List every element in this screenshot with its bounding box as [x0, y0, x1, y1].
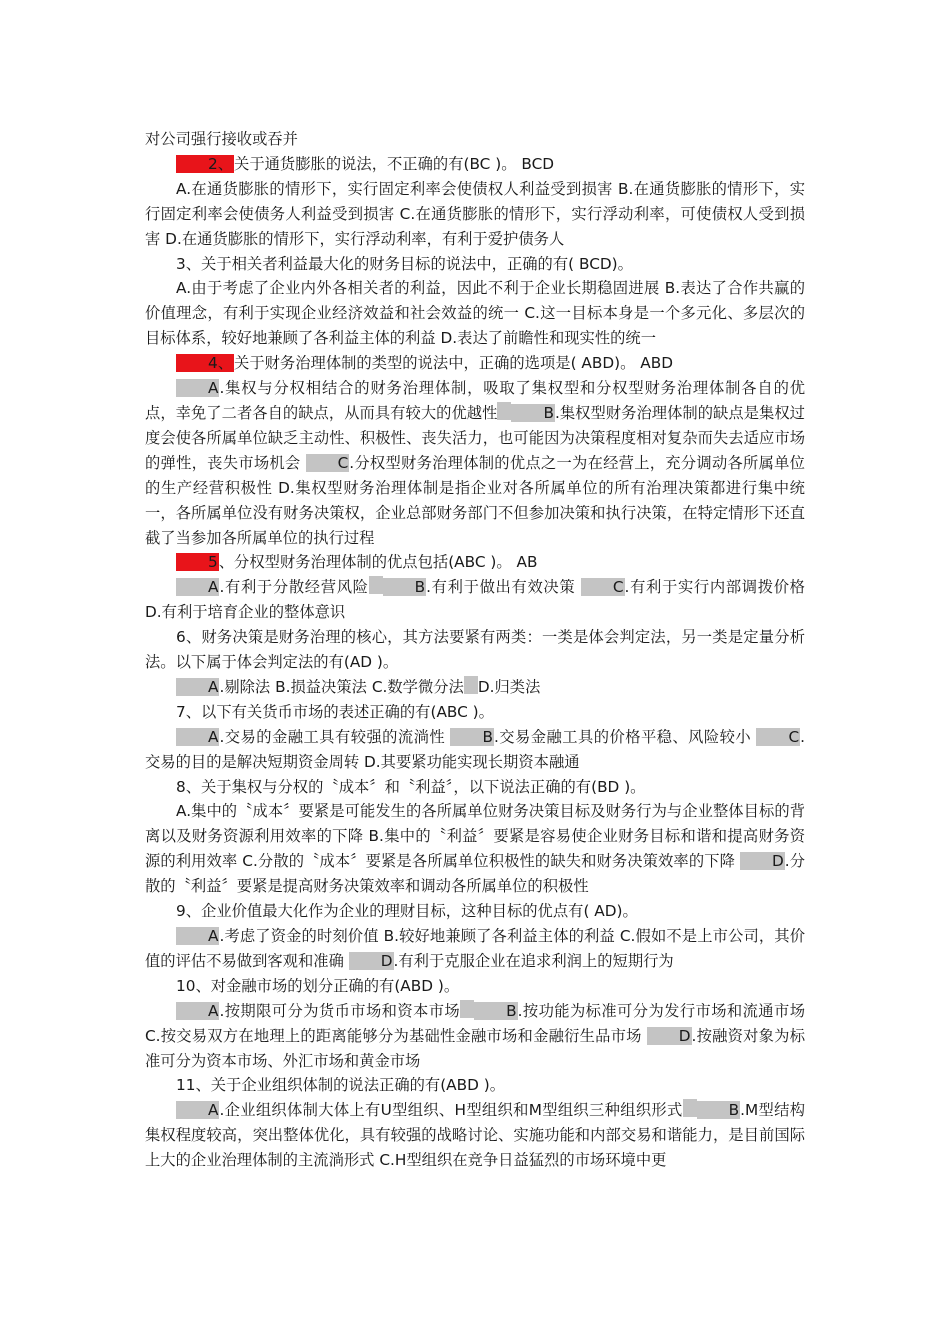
option-b: B.损益决策法 — [275, 677, 372, 696]
grey-highlight: B — [450, 728, 494, 746]
option-c: C.数学微分法 — [371, 677, 464, 696]
question-4 — [145, 351, 805, 376]
option-d: .分散的〝利益〞要紧是提高财务决策效率和调动各所属单位的积极性 — [145, 852, 805, 896]
grey-highlight: C — [756, 728, 800, 746]
option-b: .集权型财务治理体制的缺点是集权过度会使各所属单位缺乏主动性、积极性、丧失活力，也可能因为决策程度相对复杂而失去适应市场的弹性，丧失市场机会 — [145, 403, 805, 472]
question-stem: 关于通货膨胀的说法，不正确的有(BC )。 BCD — [234, 154, 555, 173]
grey-highlight: C — [306, 454, 350, 472]
option-a: A.由于考虑了企业内外各相关者的利益，因此不利于企业长期稳固进展 — [176, 279, 665, 298]
grey-gap — [497, 402, 511, 420]
option-c: C.假如不是上市公司，其价值的评估不易做到客观和准确 — [145, 927, 805, 970]
question-8-options — [145, 799, 805, 899]
question-2 — [145, 152, 805, 177]
option-b: .有利于做出有效决策 — [426, 578, 581, 597]
option-a: .企业组织体制大体上有U型组织、H型组织和M型组织三种组织形式 — [219, 1101, 683, 1120]
grey-highlight: D — [349, 952, 394, 970]
option-d: D.有利于培育企业的整体意识 — [145, 603, 346, 622]
option-b: B.较好地兼顾了各利益主体的利益 — [383, 927, 620, 945]
question-stem: 关于财务治理体制的类型的说法中，正确的选项是( ABD)。 ABD — [234, 354, 673, 373]
question-11-options — [145, 1098, 805, 1173]
question-10 — [145, 974, 805, 999]
question-stem: 3、关于相关者利益最大化的财务目标的说法中，正确的有( BCD)。 — [176, 254, 633, 273]
red-highlight: 4、 — [176, 354, 234, 372]
grey-highlight: A — [176, 678, 219, 696]
question-8 — [145, 775, 805, 800]
option-a: .集权与分权相结合的财务治理体制，吸取了集权型和分权型财务治理体制各自的优点，幸免了二者各自的缺点，从而具有较大的优越性 — [145, 379, 805, 422]
option-a: .有利于分散经营风险 — [219, 578, 369, 597]
option-c: .有利于实行内部调拨价格 — [624, 578, 805, 597]
grey-highlight: A — [176, 927, 219, 945]
question-stem: 、分权型财务治理体制的优点包括(ABC )。 AB — [218, 553, 538, 572]
option-c: .交易的目的是解决短期资金周转 — [145, 727, 805, 771]
option-a: .交易的金融工具有较强的流淌性 — [219, 727, 451, 746]
grey-highlight: A — [176, 379, 219, 397]
option-c: .分权型财务治理体制的优点之一为在经营上，充分调动各所属单位的生产经营积极性 — [145, 453, 805, 497]
grey-highlight: B — [511, 404, 555, 422]
option-d: .有利于克服企业在追求利润上的短期行为 — [393, 951, 674, 970]
option-a: A.集中的〝成本〞要紧是可能发生的各所属单位财务决策目标及财务行为与企业整体目标的背离以及财务资源利用效率的下降 — [145, 802, 805, 846]
option-c: C.H型组织在竞争日益猛烈的市场环境中更 — [379, 1151, 667, 1170]
option-a: .剔除法 — [219, 677, 276, 696]
option-c: C.这一目标本身是一个多元化、多层次的目标体系，较好地兼顾了各利益主体的利益 — [145, 304, 805, 348]
red-highlight: 5 — [176, 553, 219, 571]
option-c: C.按交易双方在地理上的距离能够分为基础性金融市场和金融衍生品市场 — [145, 1026, 647, 1045]
question-2-options — [145, 177, 805, 252]
question-9 — [145, 899, 805, 924]
question-3-options — [145, 276, 805, 351]
question-9-options — [145, 924, 805, 974]
grey-highlight: D — [647, 1027, 692, 1045]
grey-highlight: A — [176, 728, 219, 746]
grey-gap — [369, 576, 383, 594]
question-stem: 10、对金融市场的划分正确的有(ABD )。 — [176, 976, 460, 995]
option-a: A.在通货膨胀的情形下，实行固定利率会使债权人利益受到损害 — [176, 179, 618, 198]
option-d: .按融资对象为标准可分为资本市场、外汇市场和黄金市场 — [145, 1026, 805, 1070]
question-10-options — [145, 999, 805, 1074]
question-7 — [145, 700, 805, 725]
grey-highlight: D — [740, 852, 785, 870]
option-b: B.在通货膨胀的情形下，实行固定利率会使债务人利益受到损害 — [145, 179, 806, 223]
option-d: D.集权型财务治理体制是指企业对各所属单位的所有治理决策都进行集中统一，各所属单位没有财务决策权，企业总部财务部门不但参加决策和执行决策，在特定情形下还直截了当参加各所属单位的执行过程 — [145, 478, 805, 547]
grey-highlight: C — [581, 578, 625, 596]
option-a: .按期限可分为货币市场和资本市场 — [219, 1001, 461, 1020]
question-stem: 6、财务决策是财务治理的核心，其方法要紧有两类：一类是体会判定法，另一类是定量分析法。以下属于体会判定法的有(AD )。 — [145, 628, 805, 672]
option-d: D.其要紧功能实现长期资本融通 — [364, 752, 580, 771]
option-b: B.表达了合作共赢的价值理念，有利于实现企业经济效益和社会效益的统一 — [145, 279, 805, 323]
question-4-options — [145, 376, 805, 550]
question-3 — [145, 252, 805, 277]
question-6 — [145, 625, 805, 675]
question-11 — [145, 1073, 805, 1098]
grey-highlight: A — [176, 1101, 219, 1119]
option-d: D.归类法 — [477, 677, 541, 696]
option-c: C.在通货膨胀的情形下，实行浮动利率，可使债权人受到损害 — [145, 204, 805, 248]
option-d: D.表达了前瞻性和现实性的统一 — [440, 329, 657, 348]
grey-highlight: B — [697, 1101, 741, 1119]
question-7-options — [145, 725, 805, 775]
question-5 — [145, 550, 805, 575]
grey-gap — [683, 1099, 697, 1117]
option-c: C.分散的〝成本〞要紧是各所属单位积极性的缺失和财务决策效率的下降 — [242, 852, 740, 871]
option-b: B.集中的〝利益〞要紧是容易使企业财务目标和谐和提高财务资源的利用效率 — [145, 827, 806, 871]
paragraph — [145, 127, 805, 152]
question-5-options — [145, 575, 805, 625]
grey-highlight: B — [474, 1002, 518, 1020]
question-stem: 11、关于企业组织体制的说法正确的有(ABD )。 — [176, 1076, 506, 1095]
option-b: .交易金融工具的价格平稳、风险较小 — [493, 727, 757, 746]
option-b: .按功能为标准可分为发行市场和流通市场 — [517, 1001, 805, 1020]
text-run: 对公司强行接收或吞并 — [145, 130, 298, 148]
grey-gap — [460, 1000, 474, 1018]
option-d: D.在通货膨胀的情形下，实行浮动利率，有利于爱护债务人 — [165, 229, 565, 248]
document-body — [145, 127, 805, 1173]
grey-highlight: A — [176, 1002, 219, 1020]
red-highlight: 2、 — [176, 155, 234, 173]
question-stem: 9、企业价值最大化作为企业的理财目标，这种目标的优点有( AD)。 — [176, 902, 638, 921]
grey-gap — [464, 676, 478, 694]
grey-highlight: B — [383, 578, 427, 596]
option-a: .考虑了资金的时刻价值 — [219, 927, 384, 945]
option-b: .M型结构集权程度较高，突出整体优化，具有较强的战略讨论、实施功能和内部交易和谐能力，是目前国际上大的企业治理体制的主流淌形式 — [145, 1101, 806, 1170]
grey-highlight: A — [176, 578, 219, 596]
question-6-options — [145, 675, 805, 700]
question-stem: 8、关于集权与分权的〝成本〞和〝利益〞，以下说法正确的有(BD )。 — [176, 777, 646, 796]
question-stem: 7、以下有关货币市场的表述正确的有(ABC )。 — [176, 702, 494, 721]
